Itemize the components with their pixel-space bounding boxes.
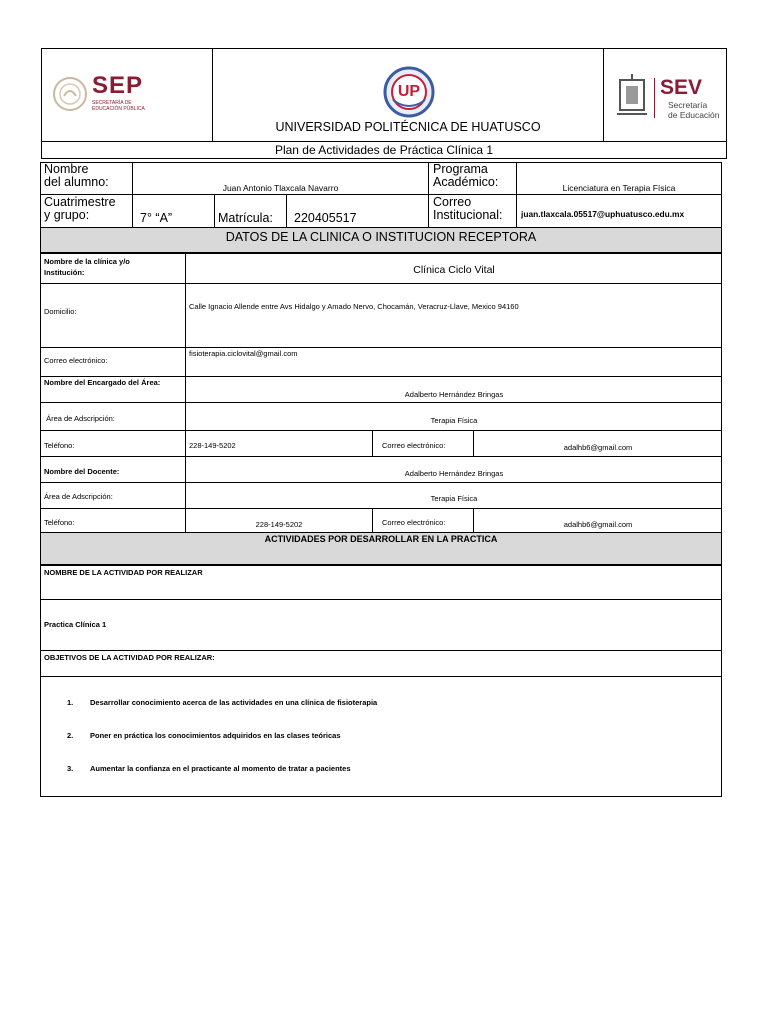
matricula-value: 220405517 (294, 211, 357, 225)
address-value: Calle Ignacio Allende entre Avs Hidalgo y Amado Nervo, Chocamán, Veracruz-Llave, Mexico 94160 (189, 302, 519, 311)
address-label: Domicilio: (44, 307, 77, 316)
activity-name-label: NOMBRE DE LA ACTIVIDAD POR REALIZAR (44, 568, 203, 577)
teacher-phone-value: 228-149-5202 (255, 519, 303, 529)
sep-line1: SECRETARÍA DE (92, 100, 132, 106)
institutional-email-label: Correo Institucional: (433, 195, 503, 222)
program-label: Programa Académico: (433, 162, 499, 189)
sev-acronym: SEV (660, 76, 703, 99)
activities-section-title: ACTIVIDADES POR DESARROLLAR EN LA PRACTICA (40, 532, 722, 565)
teacher-email-label: Correo electrónico: (382, 518, 446, 527)
clinic-email-value: fisioterapia.ciclovital@gmail.com (189, 349, 298, 358)
clinic-section-title: DATOS DE LA CLINICA O INSTITUCION RECEPTORA (40, 227, 722, 253)
university-name: UNIVERSIDAD POLITÉCNICA DE HUATUSCO (275, 120, 541, 134)
teacher-email-value: adalhb6@gmail.com (563, 519, 633, 529)
student-name-value: Juan Antonio Tlaxcala Navarro (222, 182, 339, 193)
clinic-name-label: Nombre de la clínica y/o Institución: (44, 257, 130, 277)
veracruz-shield-icon (614, 74, 650, 120)
objectives-label: OBJETIVOS DE LA ACTIVIDAD POR REALIZAR: (44, 653, 215, 662)
teacher-value: Adalberto Hernández Bringas (404, 468, 504, 478)
sep-acronym: SEP (92, 72, 144, 99)
teacher-area-label: Área de Adscripción: (44, 492, 113, 501)
objective-text: Poner en práctica los conocimientos adquiridos en las clases teóricas (90, 731, 341, 740)
email2-label: Correo electrónico: (382, 441, 446, 450)
sev-logo (614, 74, 724, 124)
group-value: 7° “A” (140, 211, 173, 225)
institutional-email-value: juan.tlaxcala.05517@uphuatusco.edu.mx (521, 209, 685, 219)
matricula-label: Matrícula: (218, 211, 273, 225)
area-value: Terapia Física (430, 415, 478, 425)
up-logo (383, 66, 435, 118)
clinic-name-value: Clínica Ciclo Vital (413, 264, 495, 276)
phone-value: 228-149-5202 (189, 441, 236, 450)
clinic-email-label: Correo electrónico: (44, 356, 108, 365)
objective-num: 3. (67, 764, 74, 773)
teacher-phone-label: Teléfono: (44, 518, 75, 527)
phone-label: Teléfono: (44, 441, 75, 450)
sep-seal-icon (52, 74, 88, 116)
email2-value: adalhb6@gmail.com (563, 442, 633, 452)
teacher-label: Nombre del Docente: (44, 467, 120, 476)
program-value: Licenciatura en Terapia Física (562, 182, 676, 193)
sev-line2: de Educación (668, 110, 720, 120)
sep-line2: EDUCACIÓN PÚBLICA (92, 106, 145, 112)
sep-logo (52, 72, 202, 122)
objective-text: Aumentar la confianza en el practicante al momento de tratar a pacientes (90, 764, 351, 773)
group-label: Cuatrimestre y grupo: (44, 195, 116, 222)
sev-line1: Secretaría (668, 100, 708, 110)
area-label: Área de Adscripción: (44, 414, 115, 423)
teacher-area-value: Terapia Física (430, 493, 478, 503)
objective-num: 1. (67, 698, 74, 707)
plan-title: Plan de Actividades de Práctica Clínica 1 (274, 143, 494, 157)
student-name-label: Nombre del alumno: (44, 162, 109, 189)
activity-name-value: Practica Clínica 1 (44, 620, 107, 629)
objective-num: 2. (67, 731, 74, 740)
manager-value: Adalberto Hernández Bringas (404, 389, 504, 399)
objective-text: Desarrollar conocimiento acerca de las actividades en una clínica de fisioterapia (90, 698, 378, 707)
manager-label: Nombre del Encargado del Área: (44, 378, 161, 387)
up-logo-text: UP (397, 83, 421, 100)
